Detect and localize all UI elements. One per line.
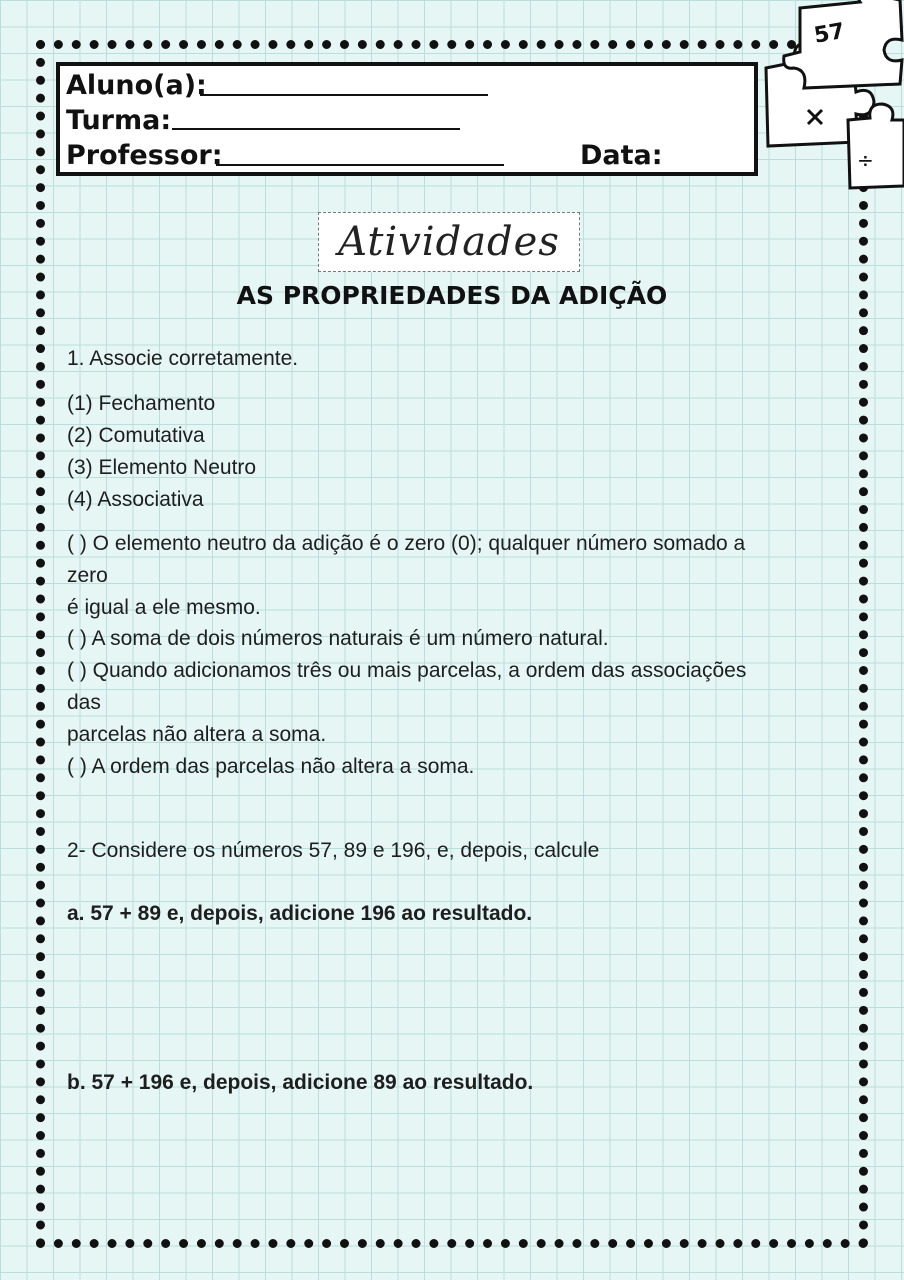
option-item: (4) Associativa (67, 488, 204, 511)
title-box (318, 212, 580, 272)
statement-line: ( ) A soma de dois números naturais é um número natural. (67, 627, 609, 650)
statement-line: ( ) A ordem das parcelas não altera a soma. (67, 755, 475, 778)
class-field[interactable] (172, 128, 460, 130)
statement-line: é igual a ele mesmo. (67, 596, 261, 619)
student-name-label: Aluno(a): (66, 70, 207, 101)
option-item: (3) Elemento Neutro (67, 456, 257, 479)
option-item: (2) Comutativa (67, 424, 205, 447)
date-label: Data: (580, 140, 663, 171)
question-2b: b. 57 + 196 e, depois, adicione 89 ao resultado. (67, 1071, 534, 1094)
class-label: Turma: (66, 105, 172, 136)
page-title: Atividades (338, 219, 560, 265)
statement-line: das (67, 691, 101, 714)
statement-line: parcelas não altera a soma. (67, 723, 327, 746)
option-item: (1) Fechamento (67, 392, 216, 415)
question-2-prompt: 2- Considere os números 57, 89 e 196, e, depois, calcule (67, 839, 600, 862)
teacher-field[interactable] (216, 164, 504, 166)
question-1-prompt: 1. Associe corretamente. (67, 347, 299, 370)
teacher-label: Professor: (66, 140, 223, 171)
statement-line: ( ) Quando adicionamos três ou mais parcelas, a ordem das associações (67, 659, 747, 682)
worksheet-subtitle: AS PROPRIEDADES DA ADIÇÃO (236, 281, 668, 310)
statement-line: zero (67, 564, 108, 587)
student-name-field[interactable] (200, 94, 488, 96)
puzzle-division-symbol: ÷ (857, 148, 874, 172)
statement-line: ( ) O elemento neutro da adição é o zero (0); qualquer número somado a (67, 532, 746, 555)
puzzle-pieces-icon (760, 0, 904, 190)
puzzle-digits: 57 (812, 18, 847, 49)
question-2a: a. 57 + 89 e, depois, adicione 196 ao resultado. (67, 902, 533, 925)
